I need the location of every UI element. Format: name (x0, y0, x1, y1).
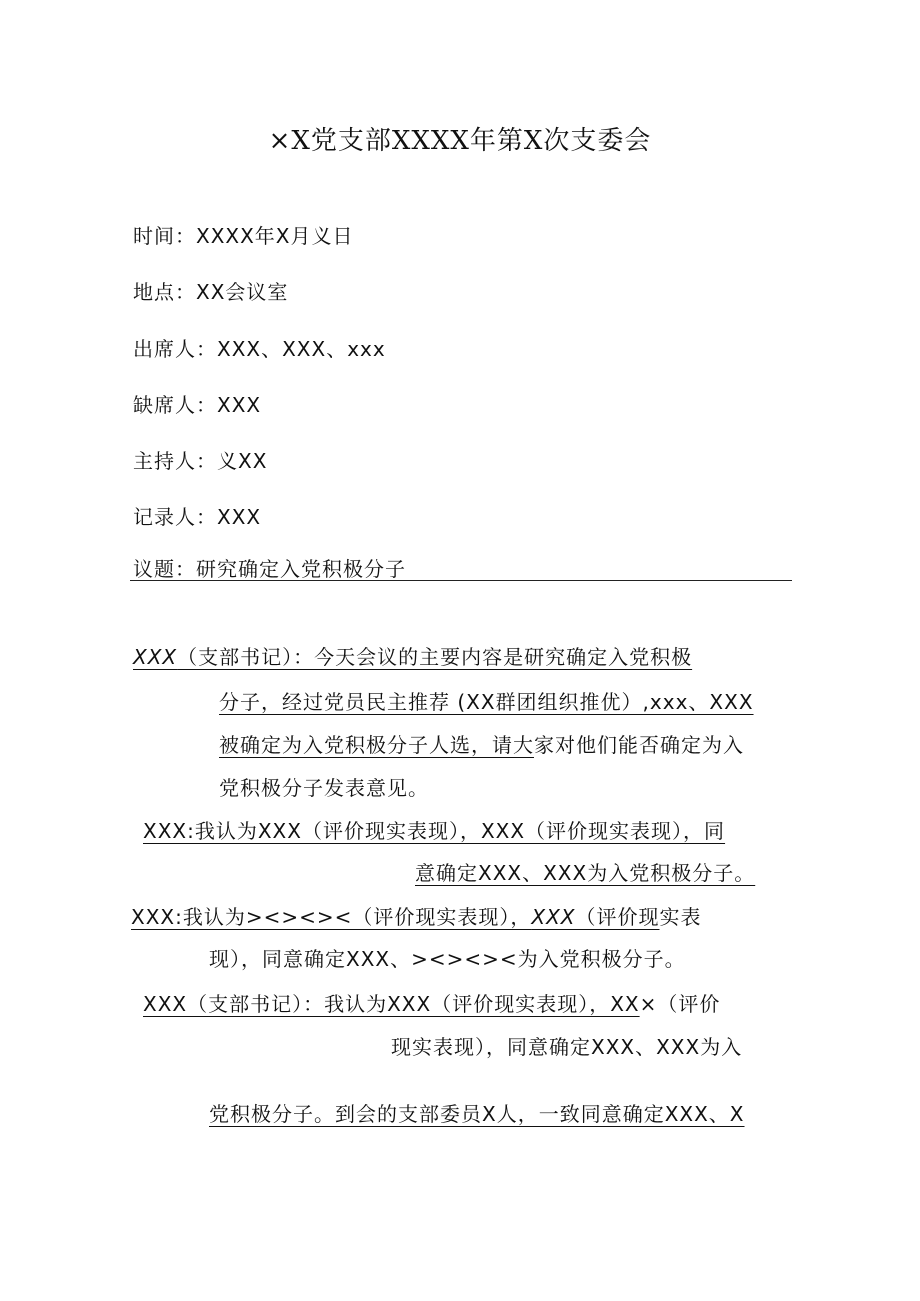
paragraph-1-line-3: 被确定为入党积极分子人选，请大家对他们能否确定为入 (219, 733, 744, 757)
paragraph-1-line-2: 分子，经过党员民主推荐 (XX群团组织推优）,xxx、XXX (219, 690, 754, 714)
divider (130, 580, 792, 581)
speaker-name: XXX (133, 645, 178, 669)
paragraph-3-line-2: 现），同意确定XXX、><><><为入党积极分子。 (209, 947, 686, 971)
meeting-recorder: 记录人：XXX (133, 505, 262, 529)
paragraph-5-line-1: 党积极分子。到会的支部委员X人，一致同意确定XXX、X (209, 1102, 745, 1126)
paragraph-2-line-2: 意确定XXX、XXX为入党积极分子。 (415, 861, 756, 885)
page-title: ×X党支部XXXX年第X次支委会 (268, 126, 652, 156)
meeting-attendees: 出席人：XXX、XXX、xxx (133, 337, 386, 361)
paragraph-3-line-1: XXX:我认为><><><（评价现实表现），XXX（评价现实表 (131, 905, 702, 929)
paragraph-1-line-4: 党积极分子发表意见。 (219, 776, 429, 800)
paragraph-2-line-1: XXX:我认为XXX（评价现实表现），XXX（评价现实表现），同 (143, 819, 726, 843)
paragraph-4-line-1: XXX（支部书记）：我认为XXX（评价现实表现），XX×（评价 (143, 992, 721, 1016)
meeting-absent: 缺席人：XXX (133, 393, 262, 417)
meeting-host: 主持人：义XX (133, 449, 268, 473)
paragraph-4-line-2: 现实表现），同意确定XXX、XXX为入 (391, 1035, 743, 1059)
meeting-topic: 议题：研究确定入党积极分子 (133, 557, 406, 581)
meeting-place: 地点：XX会议室 (133, 280, 289, 304)
meeting-time: 时间：XXXX年X月义日 (133, 224, 354, 248)
paragraph-1-line-1: XXX（支部书记）：今天会议的主要内容是研究确定入党积极 (133, 645, 693, 669)
